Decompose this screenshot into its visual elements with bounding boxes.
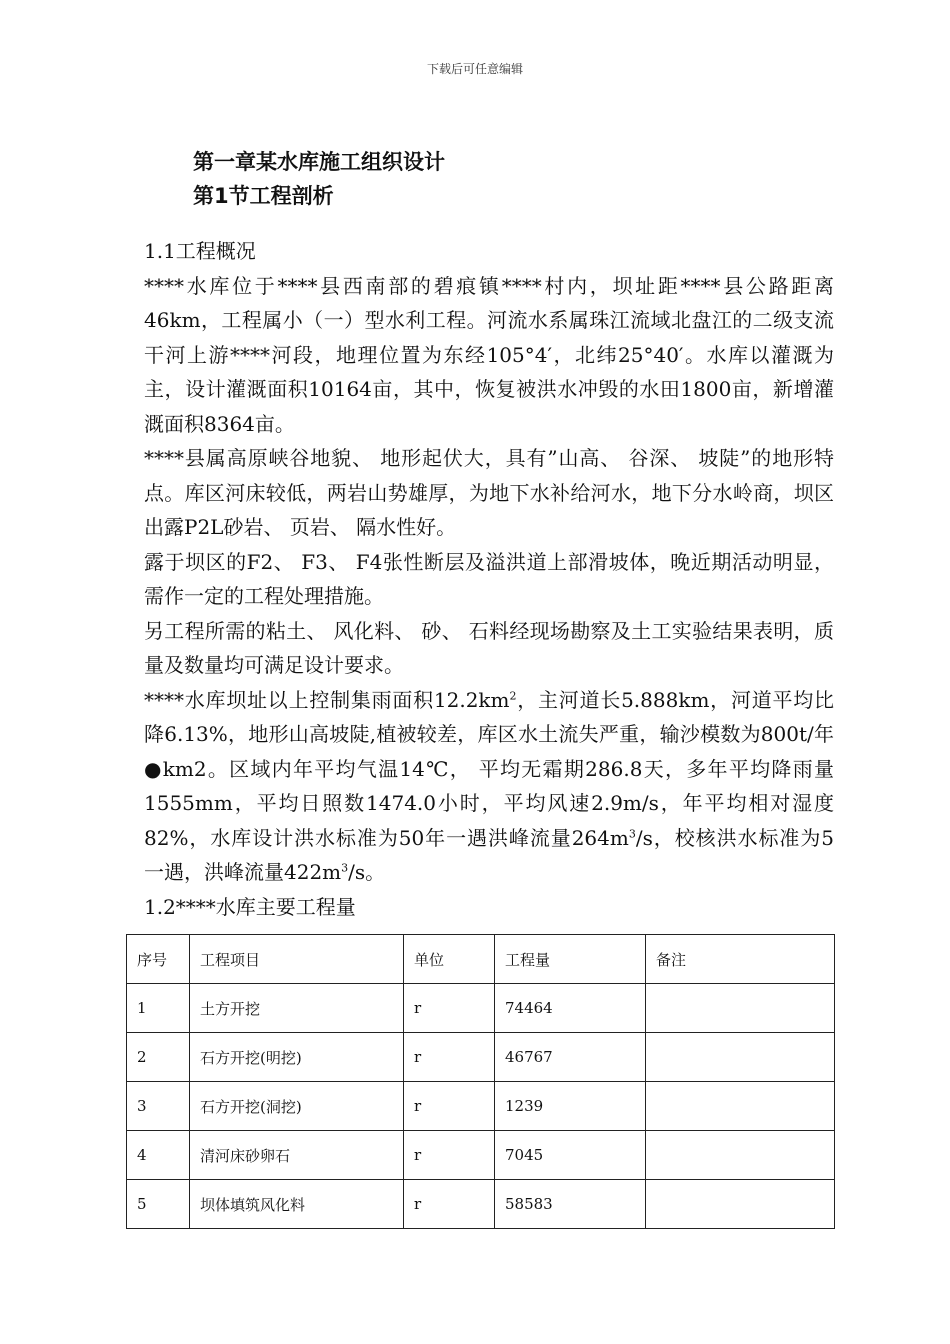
table-cell: 4 — [127, 1131, 190, 1180]
chapter-title: 第一章某水库施工组织设计 — [193, 150, 445, 174]
table-cell: r — [404, 1180, 495, 1229]
paragraph-materials: 另工程所需的粘土、 风化料、 砂、 石料经现场勘察及土工实验结果表明，质量及数量均可满足设计要求。 — [144, 618, 834, 677]
table-cell — [646, 1033, 835, 1082]
header-cell: 备注 — [646, 935, 835, 984]
table-cell: 清河床砂卵石 — [190, 1131, 404, 1180]
table-cell: 1239 — [495, 1082, 646, 1131]
table-row — [127, 1131, 835, 1180]
table-cell: 石方开挖(明挖) — [190, 1033, 404, 1082]
paragraph-faults: 露于坝区的F2、 F3、 F4张性断层及溢洪道上部滑坡体，晚近期活动明显，需作一定的工程处理措施。 — [144, 549, 834, 608]
header-cell: 工程量 — [495, 935, 646, 984]
paragraph-location: ****水库位于****县西南部的碧痕镇****村内，坝址距****县公路距离46km，工程属小（一）型水利工程。河流水系属珠江流域北盘江的二级支流干河上游****河段，地理位置为东经105°4′，北纬25°40′。水库以灌溉为主，设计灌溉面积10164亩，其中，恢复被洪水冲毁的水田1800亩，新增灌溉面积8364亩。 — [144, 273, 834, 436]
table-row — [127, 1180, 835, 1229]
table-cell: 58583 — [495, 1180, 646, 1229]
table-cell — [646, 1082, 835, 1131]
table-cell: 3 — [127, 1082, 190, 1131]
quantities-table — [126, 934, 835, 1229]
table-cell: 土方开挖 — [190, 984, 404, 1033]
header-note: 下载后可任意编辑 — [426, 62, 523, 76]
table-cell: 坝体填筑风化料 — [190, 1180, 404, 1229]
superscript-2: 2 — [509, 688, 517, 702]
table-cell: r — [404, 1033, 495, 1082]
table-cell: r — [404, 984, 495, 1033]
overview-heading: 1.1工程概况 — [144, 239, 256, 263]
table-row — [127, 1082, 835, 1131]
header-cell: 序号 — [127, 935, 190, 984]
table-cell: 5 — [127, 1180, 190, 1229]
table-cell: r — [404, 1131, 495, 1180]
paragraph-hydrology — [144, 683, 834, 890]
table-cell: 1 — [127, 984, 190, 1033]
hydrology-text-c: /s，校核洪水标准为5 一遇，洪峰流量422m — [144, 825, 834, 884]
table-row — [127, 1033, 835, 1082]
table-cell — [646, 1131, 835, 1180]
table-header-row — [127, 935, 835, 984]
superscript-3: 3 — [628, 826, 636, 840]
paragraph-terrain: ****县属高原峡谷地貌、 地形起伏大，具有”山高、 谷深、 坡陡”的地形特点。库区河床较低，两岩山势雄厚，为地下水补给河水，地下分水岭商，坝区出露P2L砂岩、 页岩、 隔水性好。 — [144, 446, 834, 539]
document-body — [144, 234, 834, 924]
hydrology-text-a: ****水库坝址以上控制集雨面积12.2km — [144, 687, 510, 712]
table-cell: 石方开挖(洞挖) — [190, 1082, 404, 1131]
table-cell: 2 — [127, 1033, 190, 1082]
table-cell — [646, 984, 835, 1033]
table-cell: 46767 — [495, 1033, 646, 1082]
header-cell: 单位 — [404, 935, 495, 984]
table-cell: r — [404, 1082, 495, 1131]
table-cell: 74464 — [495, 984, 646, 1033]
superscript-3b: 3 — [341, 861, 349, 875]
section-title: 第1节工程剖析 — [193, 184, 334, 208]
quantities-heading: 1.2****水库主要工程量 — [144, 894, 356, 919]
table-row — [127, 984, 835, 1033]
table-cell — [646, 1180, 835, 1229]
hydrology-text-d: /s。 — [348, 860, 386, 884]
table-cell: 7045 — [495, 1131, 646, 1180]
header-cell: 工程项目 — [190, 935, 404, 984]
hydrology-text-b: ，主河道长5.888km，河道平均比降6.13%，地形山高坡陡,植被较差，库区水土流失严重，输沙模数为800t/年●km2。区域内年平均气温14℃， 平均无霜期286.8天，多年平均降雨量1555mm，平均日照数1474.0小时，平均风速2.9m/s，年平均相对湿度82%，水库设计洪水标准为50年一遇洪峰流量264m — [144, 687, 834, 850]
